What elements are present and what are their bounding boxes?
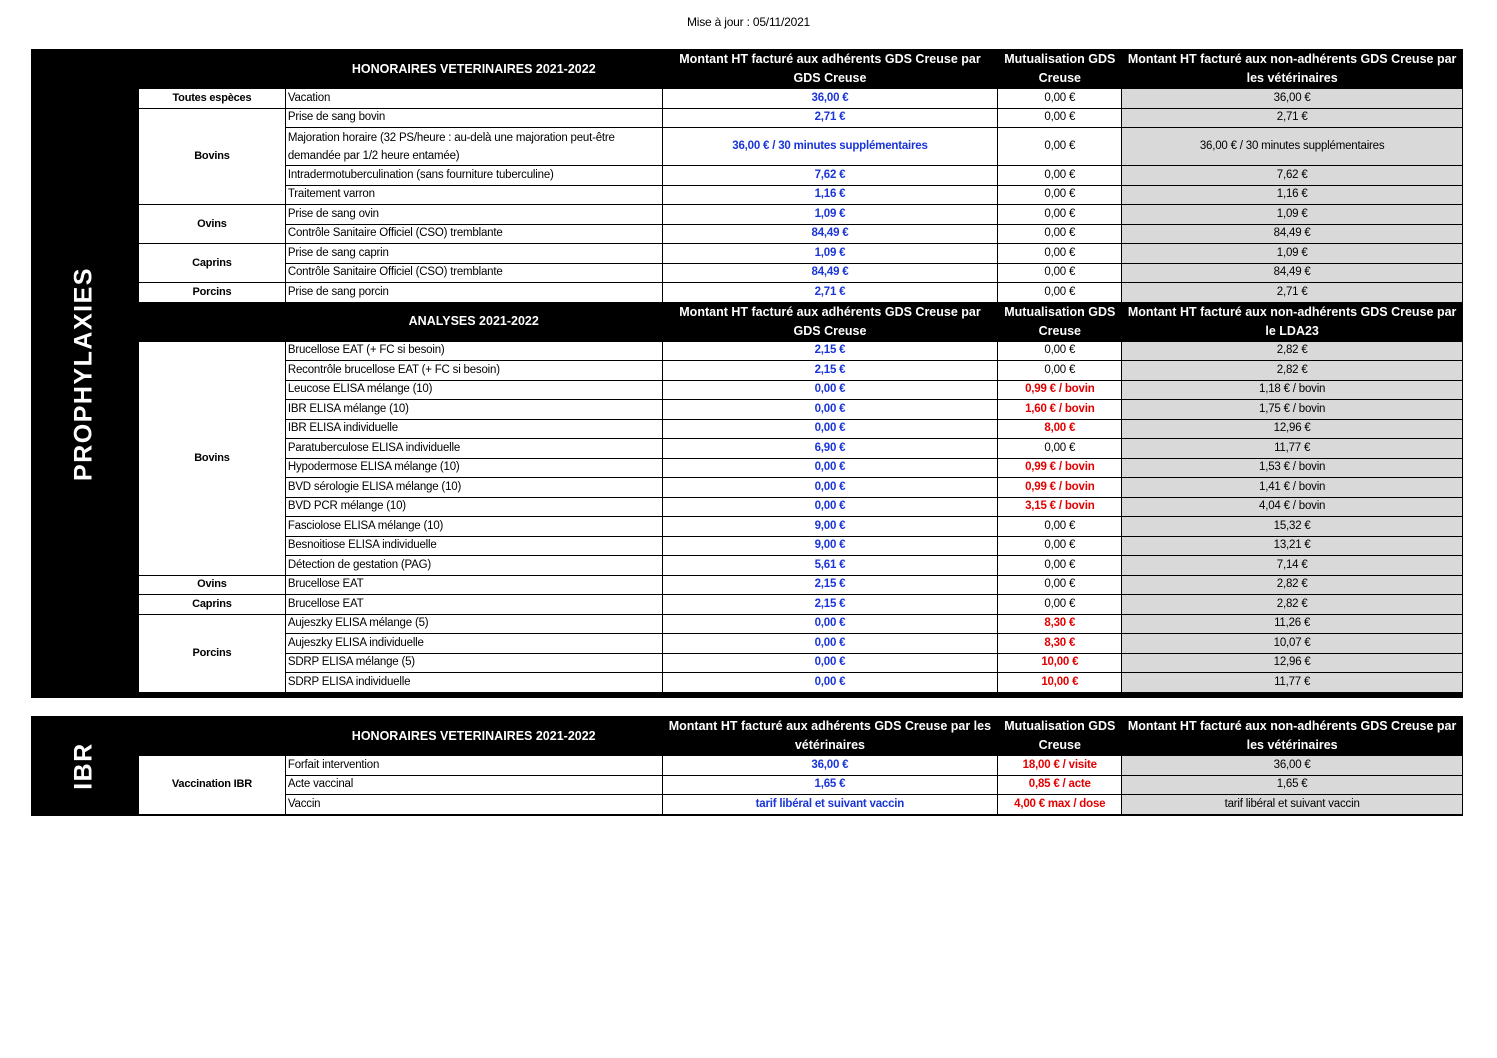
header-non-adherents: Montant HT facturé aux non-adhérents GDS Creuse par les vétérinaires (1122, 717, 1463, 756)
act-label: Contrôle Sanitaire Officiel (CSO) tremblante (285, 263, 662, 283)
species-cell: Porcins (139, 283, 286, 303)
table-row (139, 756, 1463, 776)
price-mutualisation: 0,00 € (998, 517, 1122, 537)
price-non-adherents: 15,32 € (1122, 517, 1463, 537)
price-adherents: 1,65 € (662, 775, 998, 795)
ibr-table (138, 716, 1463, 815)
section-label-ibr: IBR (69, 742, 98, 790)
price-non-adherents: 7,62 € (1122, 166, 1463, 186)
price-adherents: 1,09 € (662, 244, 998, 264)
price-non-adherents: 1,75 € / bovin (1122, 400, 1463, 420)
price-mutualisation: 0,00 € (998, 244, 1122, 264)
species-cell: Ovins (139, 205, 286, 244)
act-label: Prise de sang ovin (285, 205, 662, 225)
price-non-adherents: 36,00 € (1122, 89, 1463, 109)
act-label: Vacation (285, 89, 662, 109)
header-adherents: Montant HT facturé aux adhérents GDS Creuse par GDS Creuse (662, 50, 998, 89)
price-adherents: 0,00 € (662, 458, 998, 478)
table-row (139, 205, 1463, 225)
price-adherents: 2,71 € (662, 108, 998, 128)
price-non-adherents: 1,41 € / bovin (1122, 478, 1463, 498)
header-mutualisation: Mutualisation GDS Creuse (998, 302, 1122, 341)
act-label: Brucellose EAT (285, 575, 662, 595)
price-mutualisation: 0,00 € (998, 128, 1122, 166)
update-date: Mise à jour : 05/11/2021 (686, 15, 811, 29)
table-row (139, 575, 1463, 595)
table-row (139, 400, 1463, 420)
header-non-adherents: Montant HT facturé aux non-adhérents GDS Creuse par le LDA23 (1122, 302, 1463, 341)
species-cell: Vaccination IBR (139, 756, 286, 815)
table-row (139, 361, 1463, 381)
price-mutualisation: 0,00 € (998, 595, 1122, 615)
table-row (139, 263, 1463, 283)
price-mutualisation: 3,15 € / bovin (998, 497, 1122, 517)
act-label: Paratuberculose ELISA individuelle (285, 439, 662, 459)
table-row (139, 341, 1463, 361)
price-mutualisation: 0,99 € / bovin (998, 458, 1122, 478)
table-row (139, 185, 1463, 205)
header-adherents: Montant HT facturé aux adhérents GDS Creuse par GDS Creuse (662, 302, 998, 341)
price-non-adherents: 2,82 € (1122, 361, 1463, 381)
price-adherents: 36,00 € (662, 89, 998, 109)
price-adherents: 2,15 € (662, 575, 998, 595)
price-adherents: 0,00 € (662, 614, 998, 634)
price-adherents: 0,00 € (662, 419, 998, 439)
price-mutualisation: 0,85 € / acte (998, 775, 1122, 795)
act-label: Majoration horaire (32 PS/heure : au-delà une majoration peut-être demandée par 1/2 heure entamée) (285, 128, 662, 166)
act-label: Acte vaccinal (285, 775, 662, 795)
price-adherents: 2,15 € (662, 595, 998, 615)
header-non-adherents: Montant HT facturé aux non-adhérents GDS Creuse par les vétérinaires (1122, 50, 1463, 89)
price-adherents: 36,00 € / 30 minutes supplémentaires (662, 128, 998, 166)
act-label: Détection de gestation (PAG) (285, 556, 662, 576)
table-header (139, 50, 1463, 89)
price-mutualisation: 0,00 € (998, 108, 1122, 128)
price-mutualisation: 0,00 € (998, 205, 1122, 225)
species-cell: Porcins (139, 614, 286, 692)
price-adherents: 9,00 € (662, 536, 998, 556)
table-row (139, 166, 1463, 186)
prophylaxies-section (31, 49, 1463, 698)
species-cell: Bovins (139, 108, 286, 205)
price-mutualisation: 0,00 € (998, 185, 1122, 205)
table-row (139, 517, 1463, 537)
price-adherents: 0,00 € (662, 497, 998, 517)
price-non-adherents: 1,16 € (1122, 185, 1463, 205)
price-non-adherents: 10,07 € (1122, 634, 1463, 654)
price-adherents: 0,00 € (662, 380, 998, 400)
table-row (139, 380, 1463, 400)
table-row (139, 634, 1463, 654)
header-mutualisation: Mutualisation GDS Creuse (998, 717, 1122, 756)
price-non-adherents: 11,77 € (1122, 673, 1463, 693)
table-row (139, 653, 1463, 673)
act-label: Brucellose EAT (+ FC si besoin) (285, 341, 662, 361)
act-label: Prise de sang bovin (285, 108, 662, 128)
act-label: Aujeszky ELISA mélange (5) (285, 614, 662, 634)
price-non-adherents: 11,77 € (1122, 439, 1463, 459)
act-label: Fasciolose ELISA mélange (10) (285, 517, 662, 537)
price-non-adherents: 1,65 € (1122, 775, 1463, 795)
species-cell: Caprins (139, 244, 286, 283)
species-cell: Caprins (139, 595, 286, 615)
species-cell: Ovins (139, 575, 286, 595)
act-label: Recontrôle brucellose EAT (+ FC si besoin) (285, 361, 662, 381)
price-mutualisation: 0,00 € (998, 224, 1122, 244)
table-row (139, 224, 1463, 244)
header-mutualisation: Mutualisation GDS Creuse (998, 50, 1122, 89)
price-non-adherents: 1,09 € (1122, 205, 1463, 225)
price-non-adherents: 12,96 € (1122, 419, 1463, 439)
price-adherents: 84,49 € (662, 263, 998, 283)
price-mutualisation: 10,00 € (998, 673, 1122, 693)
price-non-adherents: 13,21 € (1122, 536, 1463, 556)
price-adherents: 84,49 € (662, 224, 998, 244)
price-adherents: 0,00 € (662, 478, 998, 498)
table-header (139, 717, 1463, 756)
price-adherents: 36,00 € (662, 756, 998, 776)
price-mutualisation: 0,00 € (998, 263, 1122, 283)
price-non-adherents: 2,82 € (1122, 595, 1463, 615)
price-mutualisation: 0,00 € (998, 89, 1122, 109)
table-header (139, 302, 1463, 341)
price-mutualisation: 0,00 € (998, 536, 1122, 556)
price-mutualisation: 0,99 € / bovin (998, 380, 1122, 400)
ibr-section (31, 716, 1463, 816)
price-adherents: 1,09 € (662, 205, 998, 225)
price-non-adherents: 84,49 € (1122, 224, 1463, 244)
table-row (139, 439, 1463, 459)
price-adherents: 2,15 € (662, 361, 998, 381)
table-row (139, 283, 1463, 303)
table-row (139, 795, 1463, 815)
header-adherents: Montant HT facturé aux adhérents GDS Creuse par les vétérinaires (662, 717, 998, 756)
price-mutualisation: 0,00 € (998, 283, 1122, 303)
act-label: SDRP ELISA mélange (5) (285, 653, 662, 673)
table-row (139, 89, 1463, 109)
price-non-adherents: 84,49 € (1122, 263, 1463, 283)
table-row (139, 478, 1463, 498)
table-row (139, 458, 1463, 478)
price-adherents: 2,15 € (662, 341, 998, 361)
price-adherents: 9,00 € (662, 517, 998, 537)
table-row (139, 128, 1463, 166)
act-label: Forfait intervention (285, 756, 662, 776)
price-mutualisation: 8,30 € (998, 634, 1122, 654)
price-adherents: 5,61 € (662, 556, 998, 576)
price-adherents: 7,62 € (662, 166, 998, 186)
act-label: Brucellose EAT (285, 595, 662, 615)
section-label-prophylaxies: PROPHYLAXIES (69, 266, 98, 481)
table-row (139, 556, 1463, 576)
table-row (139, 775, 1463, 795)
price-adherents: 0,00 € (662, 673, 998, 693)
price-mutualisation: 0,99 € / bovin (998, 478, 1122, 498)
price-non-adherents: 2,82 € (1122, 341, 1463, 361)
price-adherents: 0,00 € (662, 653, 998, 673)
price-adherents: 0,00 € (662, 634, 998, 654)
table-row (139, 419, 1463, 439)
price-mutualisation: 10,00 € (998, 653, 1122, 673)
price-non-adherents: 4,04 € / bovin (1122, 497, 1463, 517)
price-adherents: 2,71 € (662, 283, 998, 303)
act-label: Prise de sang porcin (285, 283, 662, 303)
header-title: ANALYSES 2021-2022 (285, 302, 662, 341)
price-adherents: tarif libéral et suivant vaccin (662, 795, 998, 815)
table-row (139, 497, 1463, 517)
price-adherents: 1,16 € (662, 185, 998, 205)
price-non-adherents: 1,09 € (1122, 244, 1463, 264)
price-adherents: 6,90 € (662, 439, 998, 459)
act-label: Besnoitiose ELISA individuelle (285, 536, 662, 556)
act-label: Vaccin (285, 795, 662, 815)
price-mutualisation: 8,30 € (998, 614, 1122, 634)
price-non-adherents: 36,00 € / 30 minutes supplémentaires (1122, 128, 1463, 166)
table-row (139, 595, 1463, 615)
prophylaxies-table (138, 49, 1463, 693)
act-label: Intradermotuberculination (sans fourniture tuberculine) (285, 166, 662, 186)
table-row (139, 244, 1463, 264)
price-mutualisation: 4,00 € max / dose (998, 795, 1122, 815)
header-title: HONORAIRES VETERINAIRES 2021-2022 (285, 717, 662, 756)
price-non-adherents: 2,71 € (1122, 108, 1463, 128)
act-label: SDRP ELISA individuelle (285, 673, 662, 693)
price-mutualisation: 0,00 € (998, 556, 1122, 576)
act-label: Leucose ELISA mélange (10) (285, 380, 662, 400)
price-mutualisation: 0,00 € (998, 439, 1122, 459)
table-row (139, 536, 1463, 556)
table-row (139, 673, 1463, 693)
act-label: IBR ELISA mélange (10) (285, 400, 662, 420)
act-label: BVD sérologie ELISA mélange (10) (285, 478, 662, 498)
header-title: HONORAIRES VETERINAIRES 2021-2022 (285, 50, 662, 89)
price-mutualisation: 1,60 € / bovin (998, 400, 1122, 420)
section-side-band (31, 716, 138, 816)
act-label: BVD PCR mélange (10) (285, 497, 662, 517)
section-side-band (31, 49, 138, 698)
act-label: Contrôle Sanitaire Officiel (CSO) tremblante (285, 224, 662, 244)
act-label: Traitement varron (285, 185, 662, 205)
price-mutualisation: 0,00 € (998, 361, 1122, 381)
price-non-adherents: 1,18 € / bovin (1122, 380, 1463, 400)
price-non-adherents: 7,14 € (1122, 556, 1463, 576)
act-label: Hypodermose ELISA mélange (10) (285, 458, 662, 478)
price-mutualisation: 0,00 € (998, 166, 1122, 186)
price-mutualisation: 18,00 € / visite (998, 756, 1122, 776)
price-mutualisation: 8,00 € (998, 419, 1122, 439)
act-label: Aujeszky ELISA individuelle (285, 634, 662, 654)
act-label: Prise de sang caprin (285, 244, 662, 264)
species-cell: Toutes espèces (139, 89, 286, 109)
price-non-adherents: 2,82 € (1122, 575, 1463, 595)
table-row (139, 614, 1463, 634)
species-cell: Bovins (139, 341, 286, 575)
price-adherents: 0,00 € (662, 400, 998, 420)
price-non-adherents: 12,96 € (1122, 653, 1463, 673)
price-non-adherents: 11,26 € (1122, 614, 1463, 634)
price-non-adherents: 1,53 € / bovin (1122, 458, 1463, 478)
table-row (139, 108, 1463, 128)
price-mutualisation: 0,00 € (998, 341, 1122, 361)
price-non-adherents: 2,71 € (1122, 283, 1463, 303)
price-non-adherents: 36,00 € (1122, 756, 1463, 776)
act-label: IBR ELISA individuelle (285, 419, 662, 439)
price-mutualisation: 0,00 € (998, 575, 1122, 595)
price-non-adherents: tarif libéral et suivant vaccin (1122, 795, 1463, 815)
